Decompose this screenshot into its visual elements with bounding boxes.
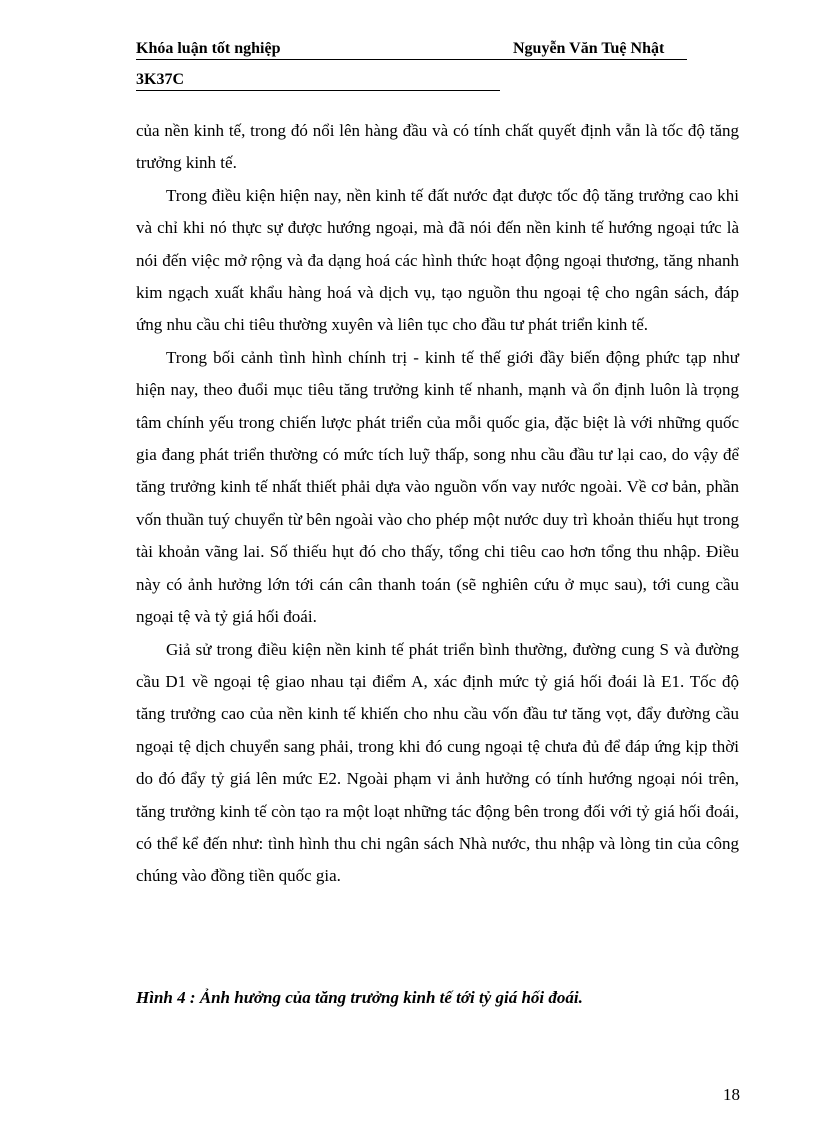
thesis-label: Khóa luận tốt nghiệp: [136, 40, 281, 57]
paragraph-4: Giả sử trong điều kiện nền kinh tế phát triển bình thường, đường cung S và đường cầu D1 về ngoại tệ giao nhau tại điểm A, xác định mức tỷ giá hối đoái là E1. Tốc độ tăng trưởng cao của nền kinh tế khiến cho nhu cầu vốn đầu tư tăng vọt, đẩy đường cầu ngoại tệ dịch chuyển sang phải, trong khi đó cung ngoại tệ chưa đủ để đáp ứng kịp thời do đó đẩy tỷ giá lên mức E2. Ngoài phạm vi ảnh hưởng có tính hướng ngoại nói trên, tăng trưởng kinh tế còn tạo ra một loạt những tác động bên trong đối với tỷ giá hối đoái, có thể kể đến như: tình hình thu chi ngân sách Nhà nước, thu nhập và lòng tin của công chúng vào đồng tiền quốc gia.: [136, 639, 739, 886]
author-name: Nguyễn Văn Tuệ Nhật: [513, 40, 665, 57]
class-code: 3K37C: [136, 70, 500, 91]
running-header: [136, 39, 687, 60]
body-text: [136, 115, 739, 893]
paragraph-2: Trong điều kiện hiện nay, nền kinh tế đất nước đạt được tốc độ tăng trưởng cao khi và chỉ khi nó thực sự được hướng ngoại, mà đã nói đến nền kinh tế hướng ngoại tức là nói đến việc mở rộng và đa dạng hoá các hình thức hoạt động ngoại thương, tăng nhanh kim ngạch xuất khẩu hàng hoá và dịch vụ, tạo nguồn thu ngoại tệ cho ngân sách, đáp ứng nhu cầu chi tiêu thường xuyên và liên tục cho đầu tư phát triển kinh tế.: [136, 185, 739, 335]
paragraph-1: của nền kinh tế, trong đó nổi lên hàng đầu và có tính chất quyết định vẫn là tốc độ tăng trưởng kinh tế.: [136, 121, 739, 173]
page-number: 18: [723, 1085, 740, 1104]
paragraph-3: Trong bối cảnh tình hình chính trị - kinh tế thế giới đầy biến động phức tạp như hiện nay, theo đuổi mục tiêu tăng trưởng kinh tế nhanh, mạnh và ổn định luôn là trọng tâm chính yếu trong chiến lược phát triển của mỗi quốc gia, đặc biệt là với những quốc gia đang phát triển thường có mức tích luỹ thấp, song nhu cầu đầu tư lại cao, do vậy để tăng trưởng kinh tế nhất thiết phải dựa vào nguồn vốn vay nước ngoài. Về cơ bản, phần vốn thuần tuý chuyển từ bên ngoài vào cho phép một nước duy trì khoản thiếu hụt trong tài khoản vãng lai. Số thiếu hụt đó cho thấy, tổng chi tiêu cao hơn tổng thu nhập. Điều này có ảnh hưởng lớn tới cán cân thanh toán (sẽ nghiên cứu ở mục sau), tới cung cầu ngoại tệ và tỷ giá hối đoái.: [136, 347, 739, 627]
figure-caption: Hình 4 : Ảnh hưởng của tăng trưởng kinh tế tới tỷ giá hối đoái.: [136, 988, 583, 1007]
